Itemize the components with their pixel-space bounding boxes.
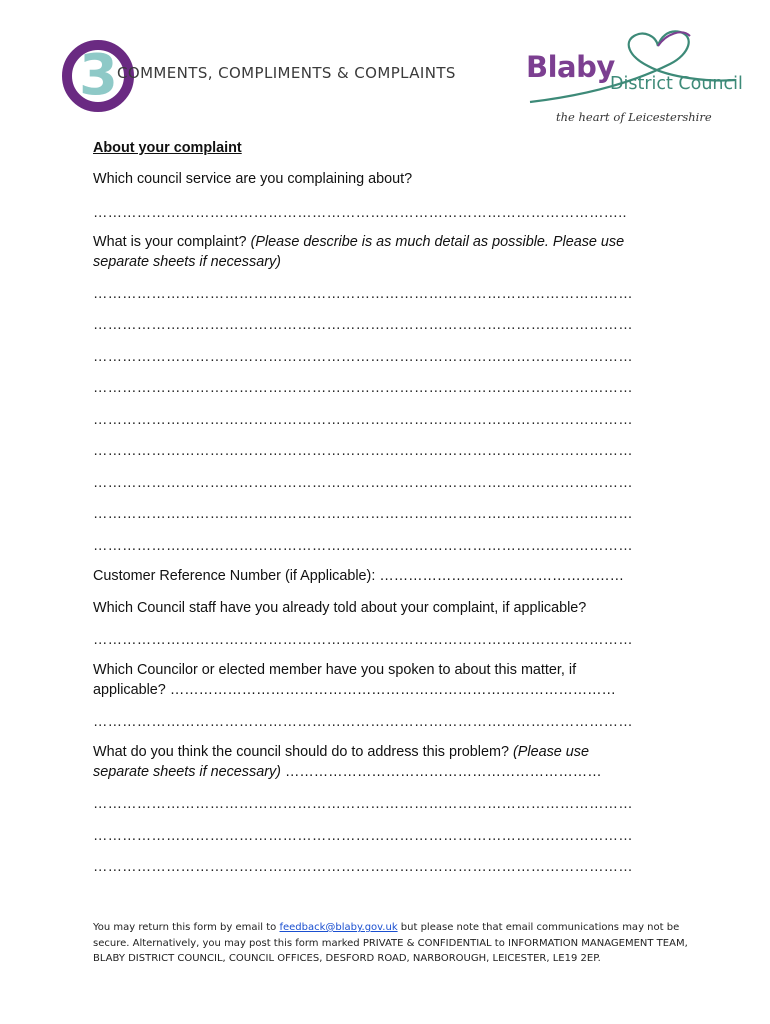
question-complaint-hint: (Please describe is as much detail as possible. Please use <box>250 234 625 250</box>
answer-line-address-1[interactable]: ………………………………………………………………………………………………… <box>93 796 633 812</box>
answer-line-complaint-2[interactable]: ………………………………………………………………………………………………… <box>93 317 633 333</box>
answer-line-address-inline[interactable]: ………………………………………………………… <box>284 764 602 780</box>
answer-line-complaint-9[interactable]: ………………………………………………………………………………………………… <box>93 538 633 554</box>
feedback-email-link[interactable]: feedback@blaby.gov.uk <box>279 922 398 933</box>
answer-line-complaint-8[interactable]: ………………………………………………………………………………………………… <box>93 506 633 522</box>
answer-line-complaint-6[interactable]: ………………………………………………………………………………………………… <box>93 443 633 459</box>
answer-line-councilor-inline[interactable]: ………………………………………………………………………………… <box>169 682 616 698</box>
question-address-line2 <box>93 762 602 782</box>
logo-slogan: the heart of Leicestershire <box>556 110 712 124</box>
question-councilor-line2 <box>93 680 616 700</box>
footer-text-after: but please note that email communications may not be secure. Alternatively, you may post this form marked PRIVATE & CONFIDENTIAL to INFORMATION MANAGEMENT TEAM, BLABY DISTRICT COUNCIL, COUNCIL OFFICES, DESFORD ROAD, NARBOROUGH, LEICESTER, LE19 2EP. <box>93 922 688 964</box>
question-reference-label: Customer Reference Number (if Applicable): <box>93 568 376 584</box>
question-address <box>93 742 589 762</box>
blaby-wordmark: Blaby <box>526 50 615 84</box>
blaby-district-council-logo <box>520 24 743 128</box>
question-service: Which council service are you complaining about? <box>93 171 413 187</box>
footer-text-before: You may return this form by email to <box>93 922 280 933</box>
logo-digit: 3 <box>79 43 118 108</box>
question-complaint-hint-2: separate sheets if necessary) <box>93 254 281 270</box>
answer-line-reference[interactable]: …………………………………………… <box>379 568 624 584</box>
answer-line-staff[interactable]: ………………………………………………………………………………………………… <box>93 632 633 648</box>
answer-line-complaint-4[interactable]: ………………………………………………………………………………………………… <box>93 380 633 396</box>
answer-line-address-2[interactable]: ………………………………………………………………………………………………… <box>93 828 633 844</box>
question-address-label: What do you think the council should do to address this problem? <box>93 744 509 760</box>
question-complaint-label: What is your complaint? <box>93 234 247 250</box>
answer-line-address-3[interactable]: ………………………………………………………………………………………………… <box>93 859 633 875</box>
logo-tagline: COMMENTS, COMPLIMENTS & COMPLAINTS <box>117 64 456 82</box>
question-councilor: Which Councilor or elected member have you spoken to about this matter, if <box>93 662 577 678</box>
district-council-wordmark: District Council <box>610 74 743 94</box>
return-instructions <box>93 920 693 967</box>
section-title: About your complaint <box>93 140 242 156</box>
answer-line-complaint-1[interactable]: ………………………………………………………………………………………………… <box>93 286 633 302</box>
comments-compliments-complaints-logo <box>62 40 462 110</box>
answer-line-service[interactable]: ……………………………………………………………………………………………….. <box>93 205 627 221</box>
answer-line-complaint-7[interactable]: ………………………………………………………………………………………………… <box>93 475 633 491</box>
question-reference <box>93 566 624 586</box>
question-staff: Which Council staff have you already told about your complaint, if applicable? <box>93 600 587 616</box>
question-councilor-label-2: applicable? <box>93 682 166 698</box>
answer-line-complaint-5[interactable]: ………………………………………………………………………………………………… <box>93 412 633 428</box>
answer-line-councilor[interactable]: ………………………………………………………………………………………………… <box>93 714 633 730</box>
question-complaint <box>93 232 624 252</box>
question-address-hint: (Please use <box>512 744 589 760</box>
answer-line-complaint-3[interactable]: ………………………………………………………………………………………………… <box>93 349 633 365</box>
question-complaint-line2 <box>93 252 281 272</box>
question-address-hint-2: separate sheets if necessary) <box>93 764 281 780</box>
